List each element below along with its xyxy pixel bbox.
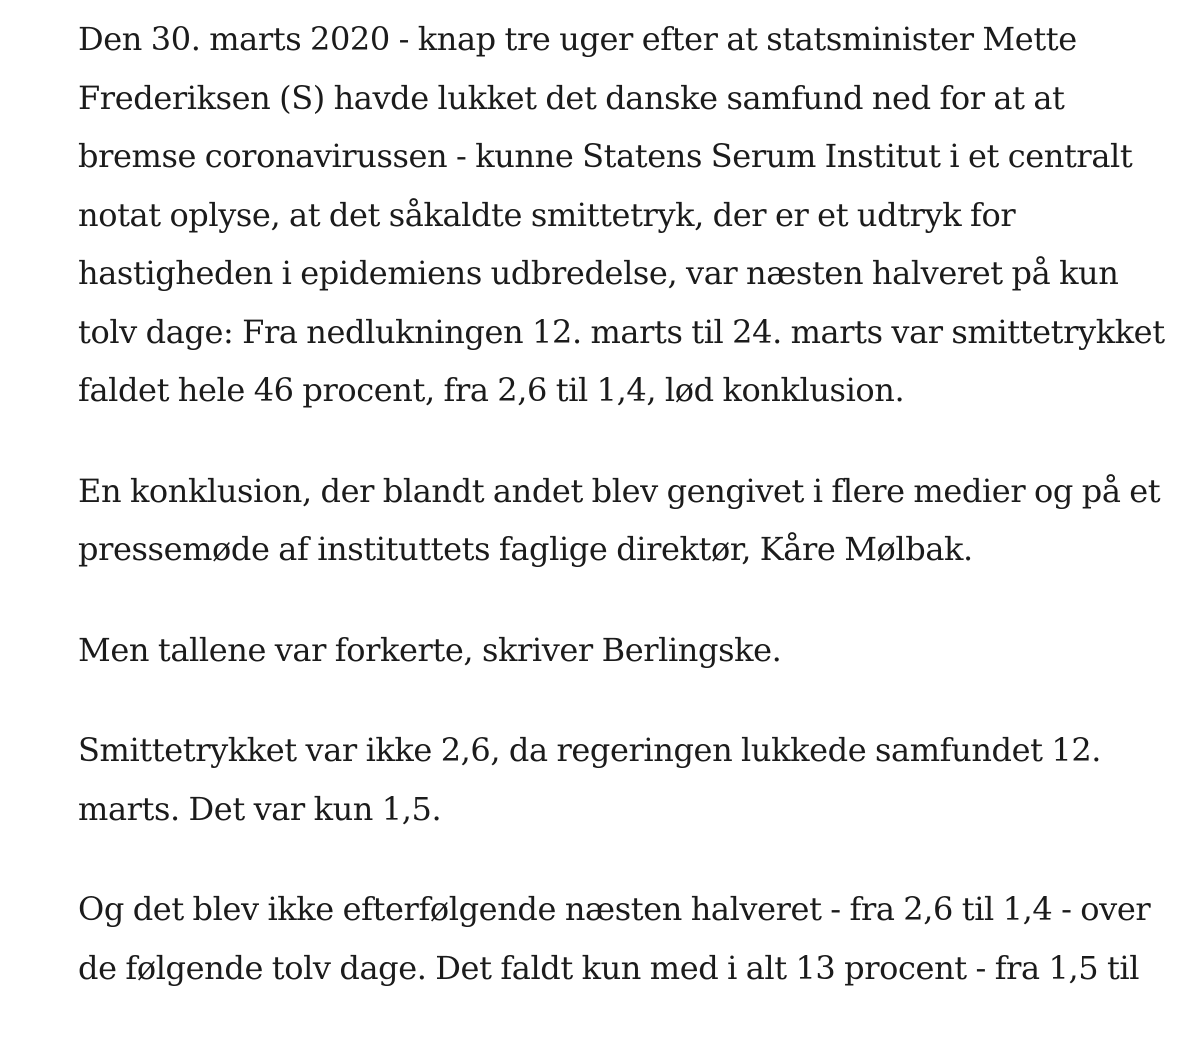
text-line: notat oplyse, at det såkaldte smittetryk, der er et udtryk for [78,195,1016,234]
text-line: marts. Det var kun 1,5. [78,789,442,828]
text-line: bremse coronavirussen - kunne Statens Serum Institut i et centralt [78,137,1133,175]
text-line: hastigheden i epidemiens udbredelse, var næsten halveret på kun [78,254,1119,292]
text-line: Og det blev ikke efterfølgende næsten halveret - fra 2,6 til 1,4 - over [78,890,1151,928]
text-line: Frederiksen (S) havde lukket det danske samfund ned for at at [78,78,1065,117]
text-line: En konklusion, der blandt andet blev gengivet i flere medier og på et [78,471,1161,510]
article-body [78,10,1188,1039]
text-line: Smittetrykket var ikke 2,6, da regeringen lukkede samfundet 12. [78,731,1102,769]
text-line: faldet hele 46 procent, fra 2,6 til 1,4, lød konklusion. [78,371,905,409]
paragraph-3 [78,621,1188,680]
paragraph-2 [78,462,1188,579]
paragraph-5 [78,880,1188,997]
paragraph-4 [78,721,1188,838]
text-line: Den 30. marts 2020 - knap tre uger efter at statsminister Mette [78,20,1077,58]
text-line: tolv dage: Fra nedlukningen 12. marts til 24. marts var smittetrykket [78,312,1165,351]
text-line: Men tallene var forkerte, skriver Berlingske. [78,630,782,669]
text-line: pressemøde af instituttets faglige direktør, Kåre Mølbak. [78,530,973,568]
paragraph-1 [78,10,1188,420]
text-line: de følgende tolv dage. Det faldt kun med i alt 13 procent - fra 1,5 til [78,948,1140,987]
